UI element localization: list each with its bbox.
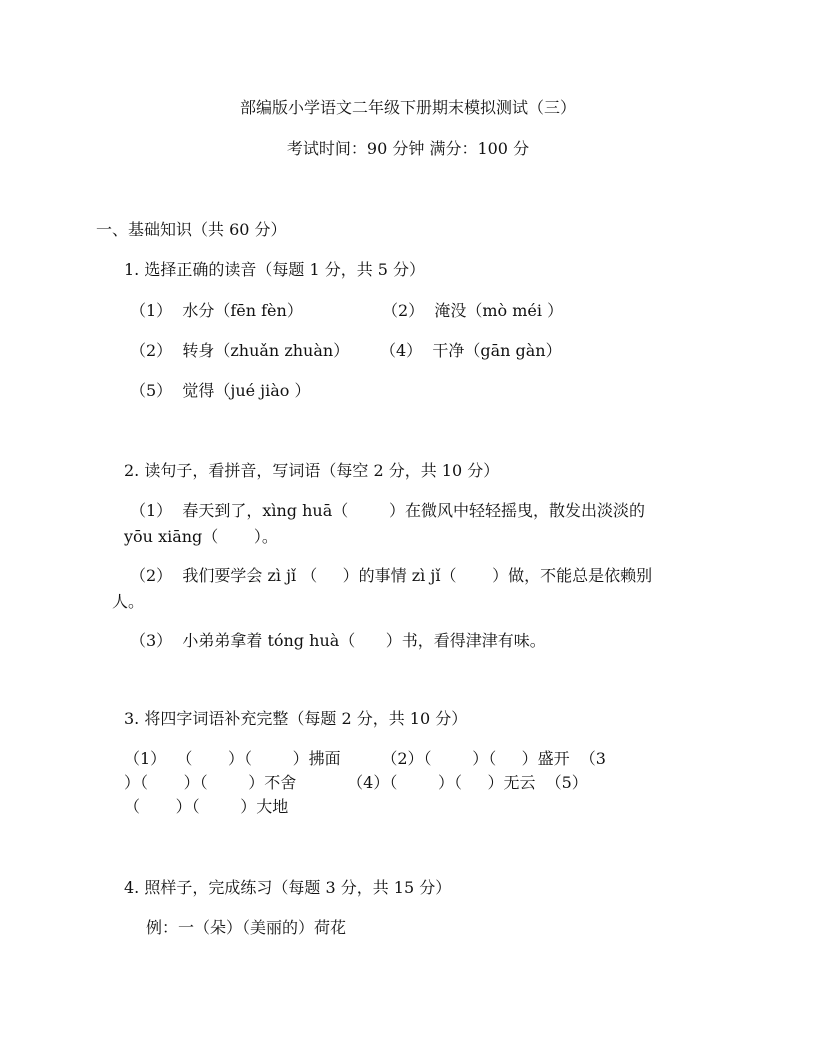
question-1-title: 1. 选择正确的读音（每题 1 分，共 5 分） [124,260,426,279]
q1-item-5: （5） 觉得（jué jiào ） [130,381,311,400]
question-2-title: 2. 读句子，看拼音，写词语（每空 2 分，共 10 分） [124,461,500,480]
q2-line-1: （1） 春天到了，xìng huā（ ）在微风中轻轻摇曳，散发出淡淡的 [130,501,645,520]
q2-line-3: （2） 我们要学会 zì jǐ （ ）的事情 zì jǐ（ ）做，不能总是依赖别 [130,566,653,585]
exam-info: 考试时间：90 分钟 满分：100 分 [286,139,530,158]
q2-line-2: yōu xiāng（ ）。 [124,527,278,546]
q1-item-4: （4） 干净（gān gàn） [380,341,562,360]
q4-example: 例：一（朵）（美丽的）荷花 [146,918,347,937]
q1-item-3: （2） 转身（zhuǎn zhuàn） [130,341,350,360]
page-title: 部编版小学语文二年级下册期末模拟测试（三） [239,98,576,117]
q3-line-3: （ ）（ ）大地 [124,797,289,816]
section-heading: 一、基础知识（共 60 分） [96,220,287,239]
q2-line-4: 人。 [112,592,145,611]
q1-item-1: （1） 水分（fēn fèn） [130,301,303,320]
question-4-title: 4. 照样子，完成练习（每题 3 分，共 15 分） [124,878,452,897]
q3-line-1: （1） （ ）（ ）拂面 （2）（ ）（ ）盛开 （3 [124,749,606,768]
q1-item-2: （2） 淹没（mò méi ） [382,301,564,320]
q3-line-2: ）（ ）（ ）不舍 （4）（ ）（ ）无云 （5） [124,773,588,792]
question-3-title: 3. 将四字词语补充完整（每题 2 分，共 10 分） [124,709,468,728]
q2-line-5: （3） 小弟弟拿着 tóng huà（ ）书，看得津津有味。 [130,631,546,650]
